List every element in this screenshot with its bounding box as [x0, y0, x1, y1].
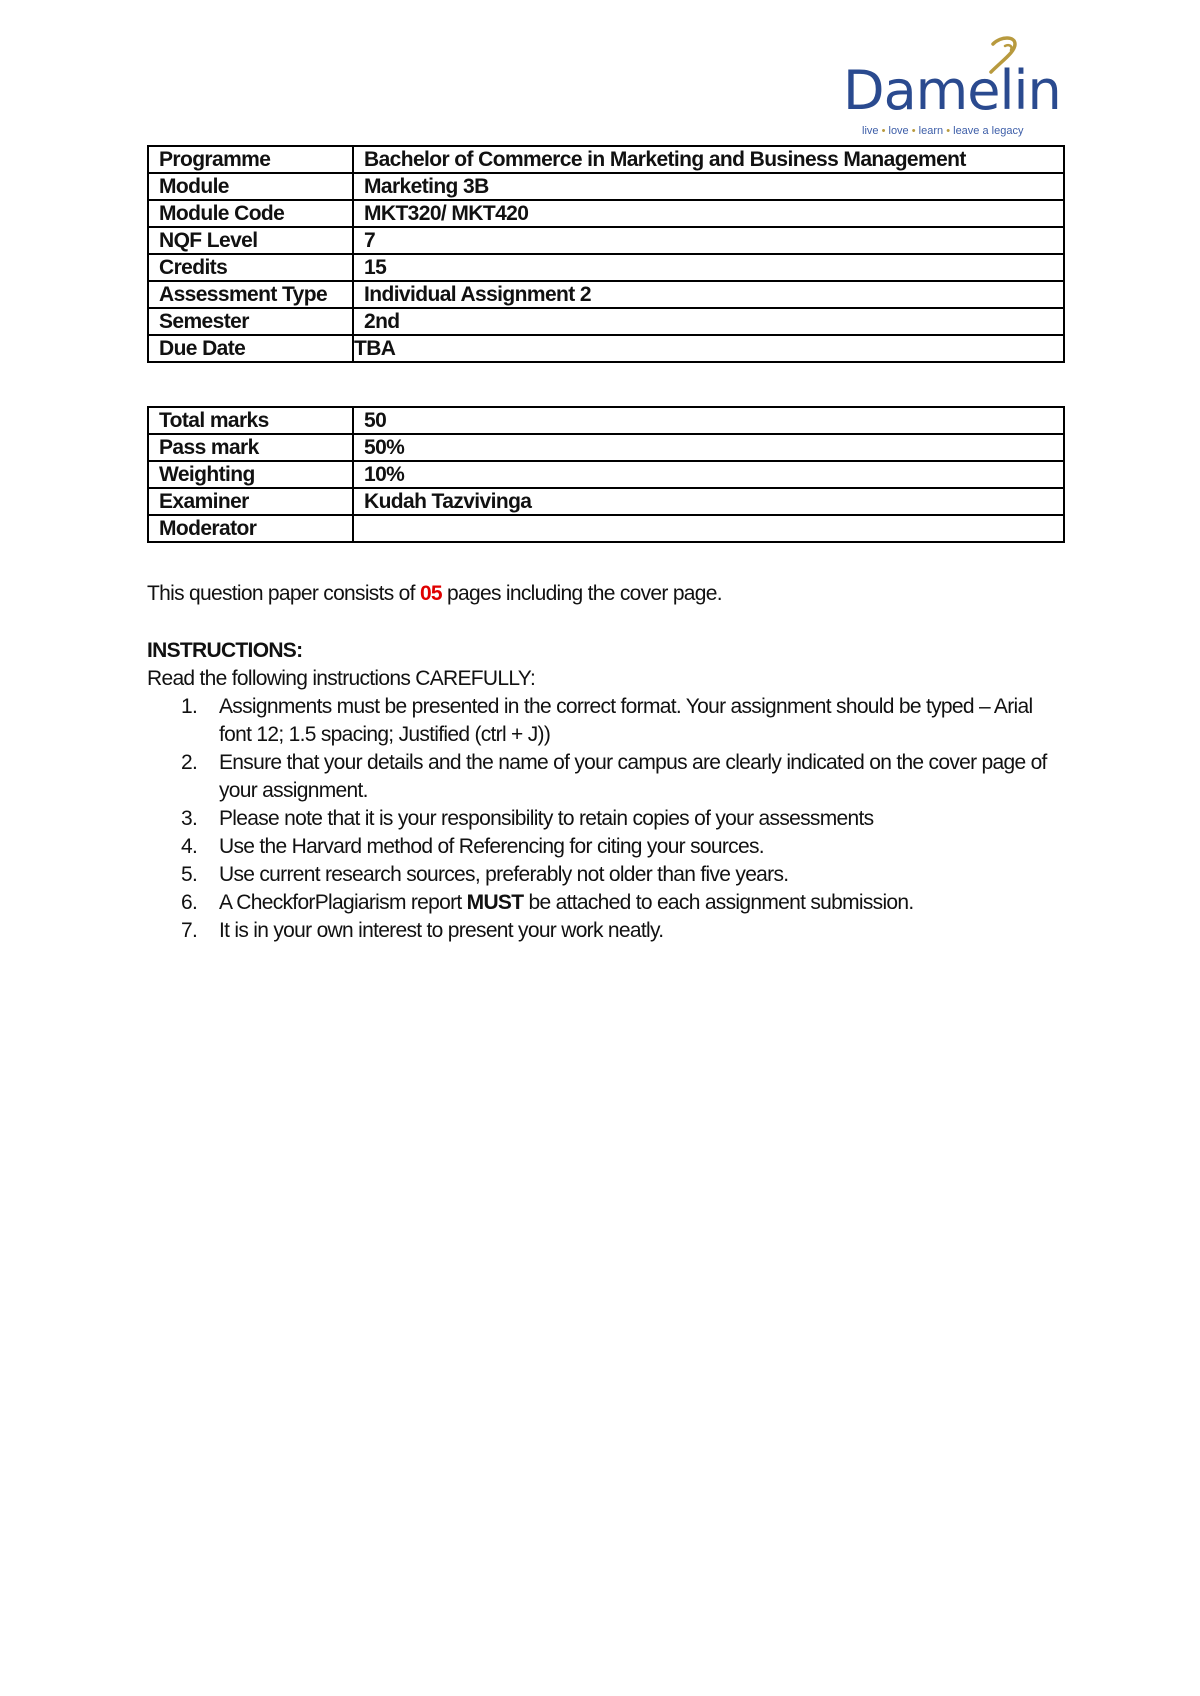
row-label: Weighting [148, 461, 353, 488]
page-count: 05 [419, 582, 442, 605]
row-value: Individual Assignment 2 [353, 281, 1064, 308]
table-row [148, 515, 1064, 542]
table-row [148, 146, 1064, 173]
list-item: 2. Ensure that your details and the name of your campus are clearly indicated on the cover page of your assignment. [181, 751, 1047, 802]
row-label: Examiner [148, 488, 353, 515]
logo-tagline: live • love • learn • leave a legacy [862, 125, 1024, 137]
table-row [148, 254, 1064, 281]
row-value: TBA [353, 335, 1064, 362]
marks-table [147, 406, 1065, 543]
list-item: 1. Assignments must be presented in the correct format. Your assignment should be typed – Arial font 12; 1.5 spacing; Justified (ctrl + J)) [181, 695, 1033, 746]
table-row [148, 173, 1064, 200]
row-value: 15 [353, 254, 1064, 281]
instructions-intro: Read the following instructions CAREFULLY: [147, 667, 536, 690]
table-row [148, 281, 1064, 308]
logo-wordmark: Damelin [843, 59, 1061, 122]
row-label: Total marks [148, 407, 353, 434]
row-value: 50% [353, 434, 1064, 461]
list-item: 4. Use the Harvard method of Referencing for citing your sources. [181, 835, 764, 858]
row-value: 10% [353, 461, 1064, 488]
table-row [148, 227, 1064, 254]
list-item: 3. Please note that it is your responsibility to retain copies of your assessments [181, 807, 874, 830]
row-label: Programme [148, 146, 353, 173]
row-label: NQF Level [148, 227, 353, 254]
damelin-logo [843, 34, 1063, 140]
instructions-list [147, 693, 1067, 945]
row-label: Module [148, 173, 353, 200]
row-value [353, 515, 1064, 542]
row-label: Module Code [148, 200, 353, 227]
row-label: Credits [148, 254, 353, 281]
table-row [148, 335, 1064, 362]
row-label: Assessment Type [148, 281, 353, 308]
row-value: Marketing 3B [353, 173, 1064, 200]
table-row [148, 461, 1064, 488]
list-item: 5. Use current research sources, preferably not older than five years. [181, 863, 789, 886]
row-value: 50 [353, 407, 1064, 434]
instructions-heading: INSTRUCTIONS: [147, 639, 303, 662]
row-value: Kudah Tazvivinga [353, 488, 1064, 515]
table-row [148, 488, 1064, 515]
module-details-table [147, 145, 1065, 363]
list-item: 6. A CheckforPlagiarism report MUST be attached to each assignment submission. [181, 891, 914, 914]
table-row [148, 308, 1064, 335]
row-value: 7 [353, 227, 1064, 254]
row-label: Moderator [148, 515, 353, 542]
list-item: 7. It is in your own interest to present your work neatly. [181, 919, 664, 942]
page-count-note: This question paper consists of 05 pages including the cover page. [147, 582, 722, 605]
row-value: 2nd [353, 308, 1064, 335]
row-value: Bachelor of Commerce in Marketing and Business Management [353, 146, 1064, 173]
row-label: Due Date [148, 335, 353, 362]
row-value: MKT320/ MKT420 [353, 200, 1064, 227]
table-row [148, 434, 1064, 461]
row-label: Pass mark [148, 434, 353, 461]
row-label: Semester [148, 308, 353, 335]
table-row [148, 407, 1064, 434]
table-row [148, 200, 1064, 227]
